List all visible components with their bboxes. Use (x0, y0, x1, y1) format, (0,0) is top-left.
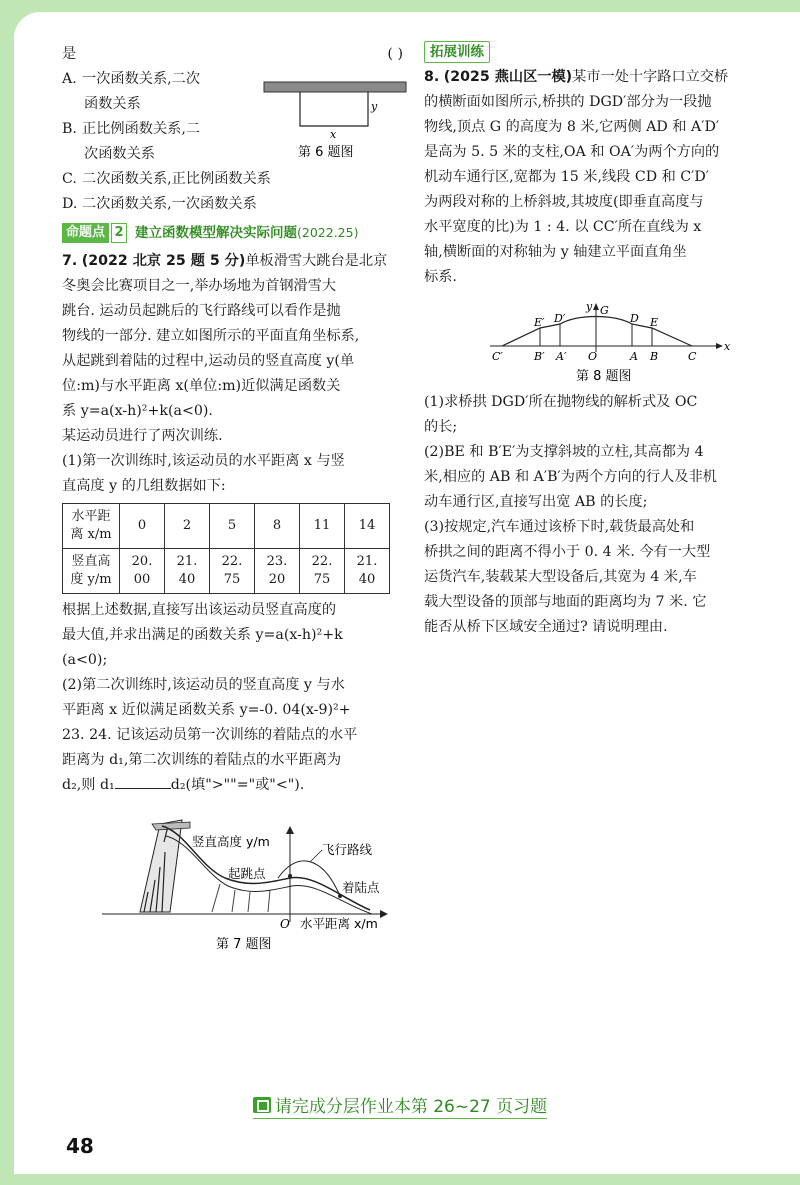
q6-options (62, 67, 271, 217)
q7-line: (a<0); (62, 652, 108, 668)
q7-takeoff-label: 起跳点 (228, 866, 266, 881)
table-cell: 20. 00 (120, 549, 165, 594)
header-line: 度 y/m (70, 572, 112, 587)
q6-option-a[interactable] (62, 67, 252, 92)
q6-option-b[interactable] (62, 117, 252, 142)
q7-last-post: d₂(填">""="或"<"). (170, 777, 305, 793)
table-cell: 8 (255, 504, 300, 549)
footer-link[interactable] (253, 1092, 547, 1119)
table-cell: 5 (210, 504, 255, 549)
q8-label-x: x (724, 340, 731, 353)
q7-ylabel: 竖直高度 y/m (192, 834, 270, 849)
q8-part: (1)求桥拱 DGD′所在抛物线的解析式及 OC (424, 394, 698, 410)
q8-label-a: A (630, 350, 638, 363)
q6-option-c[interactable] (62, 167, 271, 192)
q7-last-line (62, 773, 412, 798)
q7-top-platform (152, 822, 190, 830)
topic-year: (2022.25) (297, 225, 359, 240)
q7-landing-label: 着陆点 (342, 880, 380, 895)
q8-line: 的横断面如图所示,桥拱的 DGD′部分为一段抛 (424, 94, 712, 110)
q7-takeoff-dot (288, 874, 292, 878)
q8-label-d-prime: D′ (554, 312, 566, 325)
table-cell: 22. 75 (210, 549, 255, 594)
q7-flight-label: 飞行路线 (322, 842, 373, 857)
q7-line: 跳台. 运动员起跳后的飞行路线可以看作是抛 (62, 303, 341, 319)
q8-label-y: y (586, 300, 593, 313)
table-cell: 11 (300, 504, 345, 549)
q7-block (62, 249, 412, 798)
q8-part: (3)按规定,汽车通过该桥下时,载货最高处和 (424, 519, 695, 535)
table-cell: 21. 40 (165, 549, 210, 594)
q8-label-o: O (588, 350, 598, 363)
option-letter: C. (62, 171, 77, 187)
q8-line: 是高为 5. 5 米的支柱,OA 和 OA′为两个方向的 (424, 144, 720, 160)
q7-caption: 第 7 题图 (216, 937, 272, 952)
option-letter: D. (62, 196, 78, 212)
q7-x-arrow (380, 910, 388, 918)
topic-number: 2 (111, 223, 127, 243)
table-cell: 0 (120, 504, 165, 549)
q8-caption: 第 8 题图 (576, 369, 632, 384)
q7-line: (1)第一次训练时,该运动员的水平距离 x 与竖 (62, 453, 345, 469)
q8-line: 机动车通行区,宽都为 15 米,线段 CD 和 C′D′ (424, 169, 709, 185)
q6-answer-paren[interactable]: ( ) (387, 46, 403, 62)
table-header-x (63, 504, 120, 549)
q8-label-g: G (600, 304, 609, 317)
page-number: 48 (66, 1134, 94, 1158)
q8-line: 轴,横断面的对称轴为 y 轴建立平面直角坐 (424, 244, 687, 260)
q8-x-arrow (716, 343, 723, 349)
q7-line: 物线的一部分. 建立如图所示的平面直角坐标系, (62, 328, 360, 344)
q7-line: 某运动员进行了两次训练. (62, 428, 223, 444)
q8-part: 能否从桥下区域安全通过? 请说明理由. (424, 619, 668, 635)
q8-line: 标系. (424, 269, 457, 285)
topic-title (135, 220, 358, 246)
q8-y-arrow (593, 303, 599, 310)
footer-note (0, 1092, 800, 1119)
q8-line: 水平宽度的比)为 1 : 4. 以 CC′所在直线为 x (424, 219, 702, 235)
q6-label-y: y (371, 100, 378, 113)
q6-caption: 第 6 题图 (298, 145, 354, 160)
q7-y-arrow (286, 826, 294, 834)
option-text: 一次函数关系,二次 (82, 71, 201, 87)
q8-part: 的长; (424, 419, 458, 435)
q8-figure (480, 300, 740, 386)
table-row (63, 549, 390, 594)
q8-text: 某市一处十字路口立交桥 (572, 69, 729, 85)
topic-badge: 命题点 (62, 223, 109, 243)
option-letter: B. (62, 121, 77, 137)
q8-part: (2)BE 和 B′E′为支撑斜坡的立柱,其高都为 4 (424, 444, 704, 460)
q7-flight-leader (310, 850, 322, 862)
q8-label-b: B (650, 350, 659, 363)
q7-origin: O (280, 917, 290, 931)
q7-answer-blank[interactable] (115, 788, 171, 789)
q8-line: 为两段对称的上桥斜坡,其坡度(即垂直高度与 (424, 194, 704, 210)
footer-text: 请完成分层作业本第 26~27 页习题 (274, 1097, 548, 1117)
option-text: 正比例函数关系,二 (82, 121, 201, 137)
table-cell: 22. 75 (300, 549, 345, 594)
q8-part: 动车通行区,直接写出宽 AB 的长度; (424, 494, 648, 510)
table-cell: 14 (345, 504, 390, 549)
table-cell: 2 (165, 504, 210, 549)
q6-option-d[interactable] (62, 192, 257, 217)
q7-data-table (62, 503, 390, 594)
q7-line: 冬奥会比赛项目之一,举办场地为首钢滑雪大 (62, 278, 337, 294)
q8-label-c-prime: C′ (492, 350, 503, 363)
q7-line: 距离为 d₁,第二次训练的着陆点的水平距离为 (62, 752, 342, 768)
q8-line: 物线,顶点 G 的高度为 8 米,它两侧 AD 和 A′D′ (424, 119, 720, 135)
q8-part: 载大型设备的顶部与地面的距离均为 7 米. 它 (424, 594, 707, 610)
table-cell: 21. 40 (345, 549, 390, 594)
header-line: 水平距 (71, 509, 111, 524)
q6-figure (262, 78, 412, 160)
q7-line: 直高度 y 的几组数据如下: (62, 478, 226, 494)
table-row (63, 504, 390, 549)
q6-label-x: x (330, 128, 337, 141)
option-letter: A. (62, 71, 77, 87)
q7-line-0 (62, 249, 412, 274)
table-cell: 23. 20 (255, 549, 300, 594)
q6-rectangle (300, 92, 368, 126)
extension-badge: 拓展训练 (424, 41, 490, 63)
header-line: 离 x/m (70, 527, 112, 542)
q7-line: 平距离 x 近似满足函数关系 y=-0. 04(x-9)²+ (62, 702, 351, 718)
topic-header (62, 221, 412, 245)
q8-label-e: E (650, 316, 659, 329)
q6-option-b-cont: 次函数关系 (84, 146, 155, 162)
q7-source: (2022 北京 25 题 5 分) (81, 253, 246, 269)
topic-title-text: 建立函数模型解决实际问题 (135, 225, 298, 241)
q8-bridge-outline (502, 317, 692, 347)
q7-line: 系 y=a(x-h)²+k(a<0). (62, 403, 213, 419)
q8-label-c: C (688, 350, 697, 363)
q7-line: 最大值,并求出满足的函数关系 y=a(x-h)²+k (62, 627, 343, 643)
table-header-y (63, 549, 120, 594)
q7-line: (2)第二次训练时,该运动员的竖直高度 y 与水 (62, 677, 345, 693)
q8-part: 米,相应的 AB 和 A′B′为两个方向的行人及非机 (424, 469, 717, 485)
option-text: 二次函数关系,正比例函数关系 (82, 171, 271, 187)
q7-line: 位:m)与水平距离 x(单位:m)近似满足函数关 (62, 378, 341, 394)
q8-part: 运货汽车,装载某大型设备后,其宽为 4 米,车 (424, 569, 697, 585)
q8-line-0 (424, 65, 774, 90)
q7-last-pre: d₂,则 d₁ (62, 777, 115, 793)
q8-source: (2025 燕山区一模) (443, 69, 573, 85)
q7-figure (100, 812, 400, 952)
ext-header (424, 40, 774, 65)
q6-stem-text: 是 (62, 46, 77, 62)
q8-label-d: D (630, 312, 639, 325)
q7-line: 从起跳到着陆的过程中,运动员的竖直高度 y(单 (62, 353, 355, 369)
q8-label-a-prime: A′ (556, 350, 567, 363)
q7-text: 单板滑雪大跳台是北京 (245, 253, 388, 269)
option-text: 二次函数关系,一次函数关系 (82, 196, 257, 212)
q6-option-a-cont: 函数关系 (84, 96, 141, 112)
q8-number: 8. (424, 69, 440, 85)
q7-number: 7. (62, 253, 78, 269)
q7-supports (212, 884, 270, 912)
homework-icon (253, 1097, 271, 1113)
q6-bar (264, 82, 406, 92)
header-line: 竖直高 (71, 554, 111, 569)
q6-stem-tail (62, 42, 407, 67)
q8-label-e-prime: E′ (534, 316, 545, 329)
q7-xlabel: 水平距离 x/m (300, 916, 378, 931)
q8-part: 桥拱之间的距离不得小于 0. 4 米. 今有一大型 (424, 544, 711, 560)
q7-line: 23. 24. 记该运动员第一次训练的着陆点的水平 (62, 727, 358, 743)
q8-label-b-prime: B′ (534, 350, 545, 363)
q7-line: 根据上述数据,直接写出该运动员竖直高度的 (62, 602, 337, 618)
